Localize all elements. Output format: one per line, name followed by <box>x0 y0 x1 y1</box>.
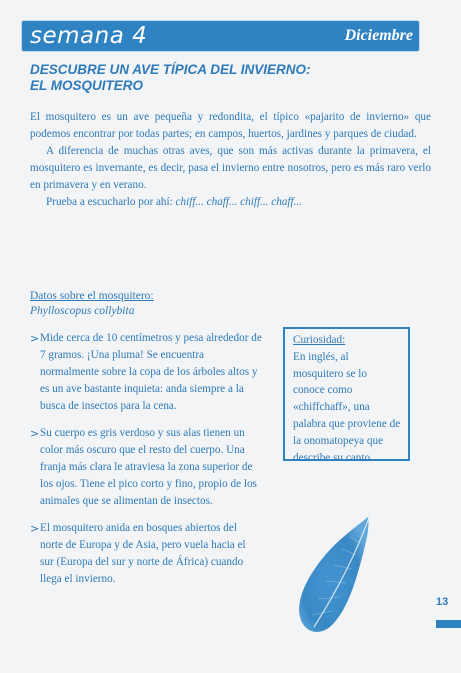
chevron-right-icon: > <box>30 522 40 535</box>
curiosity-text: En inglés, al mosquitero se lo conoce como «chiffchaff», una palabra que proviene de la onomatopeya que describe su canto. <box>293 350 401 464</box>
chevron-right-icon: > <box>30 332 40 345</box>
facts-list <box>30 330 262 598</box>
week-label: semana 4 <box>30 23 148 49</box>
feather-vane <box>299 517 368 632</box>
call-lead: Prueba a escucharlo por ahí: <box>46 196 173 208</box>
page-title-line-2: EL MOSQUITERO <box>30 78 144 93</box>
month-label: Diciembre <box>344 27 413 44</box>
page-number: 13 <box>436 596 449 608</box>
intro-paragraph-2: A diferencia de muchas otras aves, que son más activas durante la primavera, el mosquitero es invernante, es decir, pasa el invierno entre nosotros, pero es más raro verlo en primavera y en verano. <box>30 145 431 191</box>
intro-paragraph-1: El mosquitero es un ave pequeña y redondita, el típico «pajarito de invierno» que podemos encontrar por todas partes; en campos, huertos, jardines y parques de ciudad. <box>30 111 431 140</box>
fact-text: Mide cerca de 10 centímetros y pesa alrededor de 7 gramos. ¡Una pluma! Se encuentra normalmente sobre la copa de los árboles altos y es un ave bastante inquieta: anda siempre a la busca de insectos para la cena. <box>40 332 262 412</box>
fact-item <box>30 425 262 510</box>
facts-title: Datos sobre el mosquitero: <box>30 290 154 302</box>
facts-heading <box>30 289 154 319</box>
scientific-name: Phylloscopus collybita <box>30 305 135 317</box>
page-title-line-1: DESCUBRE UN AVE TÍPICA DEL INVIERNO: <box>30 62 311 77</box>
page-title <box>30 62 430 94</box>
call-sound: chiff... chaff... chiff... chaff... <box>175 196 303 208</box>
chevron-right-icon: > <box>30 427 40 440</box>
curiosity-title: Curiosidad: <box>293 334 346 346</box>
feather-illustration <box>290 513 378 639</box>
fact-text: Su cuerpo es gris verdoso y sus alas tienen un color más oscuro que el resto del cuerpo. Una franja más clara le atraviesa la zona superior de los ojos. Tiene el pico corto y fino, propio de los animales que se alimentan de insectos. <box>40 427 257 507</box>
curiosity-box <box>283 327 410 464</box>
week-header-band <box>22 21 419 51</box>
page-tab-marker <box>436 620 461 628</box>
call-line <box>30 194 431 211</box>
fact-text: El mosquitero anida en bosques abiertos del norte de Europa y de Asia, pero vuela hacia el sur (Europa del sur y norte de África) cuando llega el invierno. <box>40 522 246 585</box>
fact-item <box>30 330 262 415</box>
fact-item <box>30 520 262 588</box>
intro-text <box>30 109 431 211</box>
